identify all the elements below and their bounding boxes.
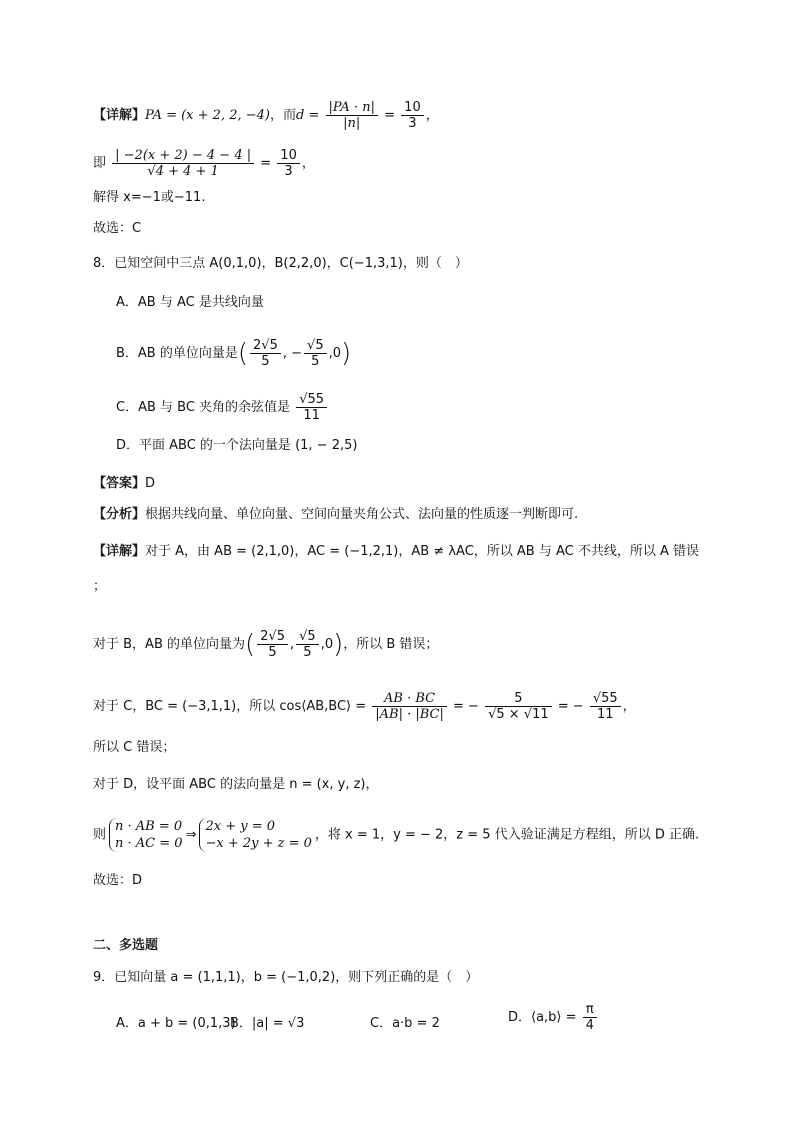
analysis-tag: 【分析】: [93, 507, 146, 522]
q9-option-b: B．|a| = √3: [230, 1016, 305, 1031]
q7-eq: =: [384, 108, 396, 123]
q9-option-a: A．a + b = (0,1,3): [116, 1016, 236, 1031]
q8-optb-frac1: $\frac{2√5}{5}$: [250, 338, 281, 369]
q7-line2-value: $\frac{10}{3}$: [277, 148, 300, 179]
q8-detail-a-text: 对于 A，由 AB = (2,1,0)，AC = (−1,2,1)，AB ≠ λAC，所以 AB 与 AC 不共线，所以 A 错误: [145, 544, 700, 559]
q7-answer-line: 故选：C: [93, 221, 142, 236]
q8-stem: 8．已知空间中三点 A(0,1,0)，B(2,2,0)，C(−1,3,1)，则（ ）: [93, 256, 468, 271]
q8-detail-b-frac2: $\frac{√5}{5}$: [296, 629, 319, 660]
paren-open: (: [237, 338, 249, 369]
q8-detail-b: 对于 B，AB 的单位向量为( $\frac{2√5}{5}$ , $\frac{√5}{5}$ ,0)，所以 B 错误；: [93, 629, 439, 660]
q7-detail-line: [93, 100, 439, 131]
q8-detail-b-post: ，所以 B 错误；: [343, 637, 439, 652]
q8-optb-end: ,0: [328, 346, 341, 361]
q9-optd-frac: $\frac{\pi}{4}$: [583, 1002, 597, 1033]
detail-tag: 【详解】: [93, 108, 146, 123]
q8-system-pre: 则: [93, 827, 107, 843]
q8-final: 故选：D: [93, 873, 143, 888]
q8-detail-c-result: 所以 C 错误；: [93, 740, 176, 755]
q8-detail-c-post: ，: [622, 699, 636, 714]
q8-detail-b-frac1: $\frac{2√5}{5}$: [257, 629, 288, 660]
q8-system-2: 2x + y = 0 −x + 2y + z = 0: [199, 818, 311, 852]
paren-close: ): [341, 338, 352, 369]
q8-detail-a: [93, 543, 699, 561]
paren-close-2: ): [333, 629, 344, 660]
q8-detail-c-mid: = −: [453, 699, 479, 714]
q8-detail-b-end: ,0: [320, 637, 334, 652]
implies-symbol: ⇒: [185, 827, 197, 843]
q9-option-d: [508, 1002, 599, 1033]
q7-equation-line: [93, 148, 315, 179]
q9-stem: 9．已知向量 a = (1,1,1)，b = (−1,0,2)，则下列正确的是（ ）: [93, 970, 479, 985]
q7-tail: ，: [425, 108, 439, 123]
q8-detail-c-frac2: $\frac{5}{√5 \times √11}$: [485, 691, 552, 722]
q7-line2-prefix: 即: [93, 156, 107, 171]
q8-optc-frac: $\frac{√55}{11}$: [296, 392, 327, 423]
q8-answer: [93, 475, 155, 493]
q7-solution-line: 解得 x=−1或−11.: [93, 190, 206, 205]
q8-optb-pre: B．AB 的单位向量是: [116, 346, 238, 361]
q7-sep: ，而: [269, 108, 296, 123]
answer-tag: 【答案】: [93, 476, 146, 491]
q7-tail2: ，: [301, 156, 315, 171]
q8-detail-c-frac1: $\frac{AB \cdot BC}{|AB| \cdot |BC|}$: [372, 691, 447, 722]
q8-detail-d-system: [93, 818, 699, 852]
q8-detail-c: [93, 691, 636, 722]
q9-optd-pre: D．⟨a,b⟩ =: [508, 1010, 577, 1025]
q8-option-a: A．AB 与 AC 是共线向量: [116, 295, 264, 310]
q7-eq2: =: [260, 156, 272, 171]
q8-answer-value: D: [145, 476, 156, 491]
q8-option-b: [116, 338, 351, 369]
section-heading: 二、多选题: [93, 938, 159, 953]
q8-analysis-text: 根据共线向量、单位向量、空间向量夹角公式、法向量的性质逐一判断即可.: [145, 507, 579, 522]
q8-detail-c-frac3: $\frac{√55}{11}$: [590, 691, 621, 722]
q7-d-label: d =: [296, 108, 320, 123]
q8-system-1: n · AB = 0 n · AC = 0: [109, 818, 183, 852]
q8-detail-c-mid2: = −: [557, 699, 584, 714]
q8-option-c: [116, 392, 329, 423]
q7-distance-fraction: $\frac{|PA \cdot n|}{|n|}$: [326, 100, 378, 131]
q8-analysis: [93, 506, 578, 524]
q8-optc-pre: C．AB 与 BC 夹角的余弦值是: [116, 400, 291, 415]
detail-tag-2: 【详解】: [93, 544, 146, 559]
q8-detail-b-pre: 对于 B，AB 的单位向量为: [93, 637, 245, 652]
q8-optb-frac2: $\frac{√5}{5}$: [304, 338, 327, 369]
q9-option-c: C．a·b = 2: [370, 1016, 440, 1031]
q8-detail-a-cont: ；: [93, 579, 107, 594]
q7-vector-pa: PA = (x + 2, 2, −4): [145, 108, 270, 123]
q8-option-d: D．平面 ABC 的一个法向量是 (1, − 2,5): [116, 438, 358, 453]
q8-system-post: ，将 x = 1，y = − 2，z = 5 代入验证满足方程组，所以 D 正确.: [314, 827, 700, 843]
q7-value-fraction: $\frac{10}{3}$: [401, 100, 424, 131]
paren-open-2: (: [245, 629, 256, 660]
q8-detail-d: 对于 D，设平面 ABC 的法向量是 n = (x, y, z)，: [93, 777, 379, 792]
q8-optb-mid: , −: [282, 346, 303, 361]
q7-line2-fraction: $\frac{| -2(x + 2) - 4 - 4 |}{√4 + 4 + 1}$: [112, 148, 254, 179]
q8-detail-c-pre: 对于 C，BC = (−3,1,1)，所以 cos⟨AB,BC⟩ =: [93, 699, 367, 714]
